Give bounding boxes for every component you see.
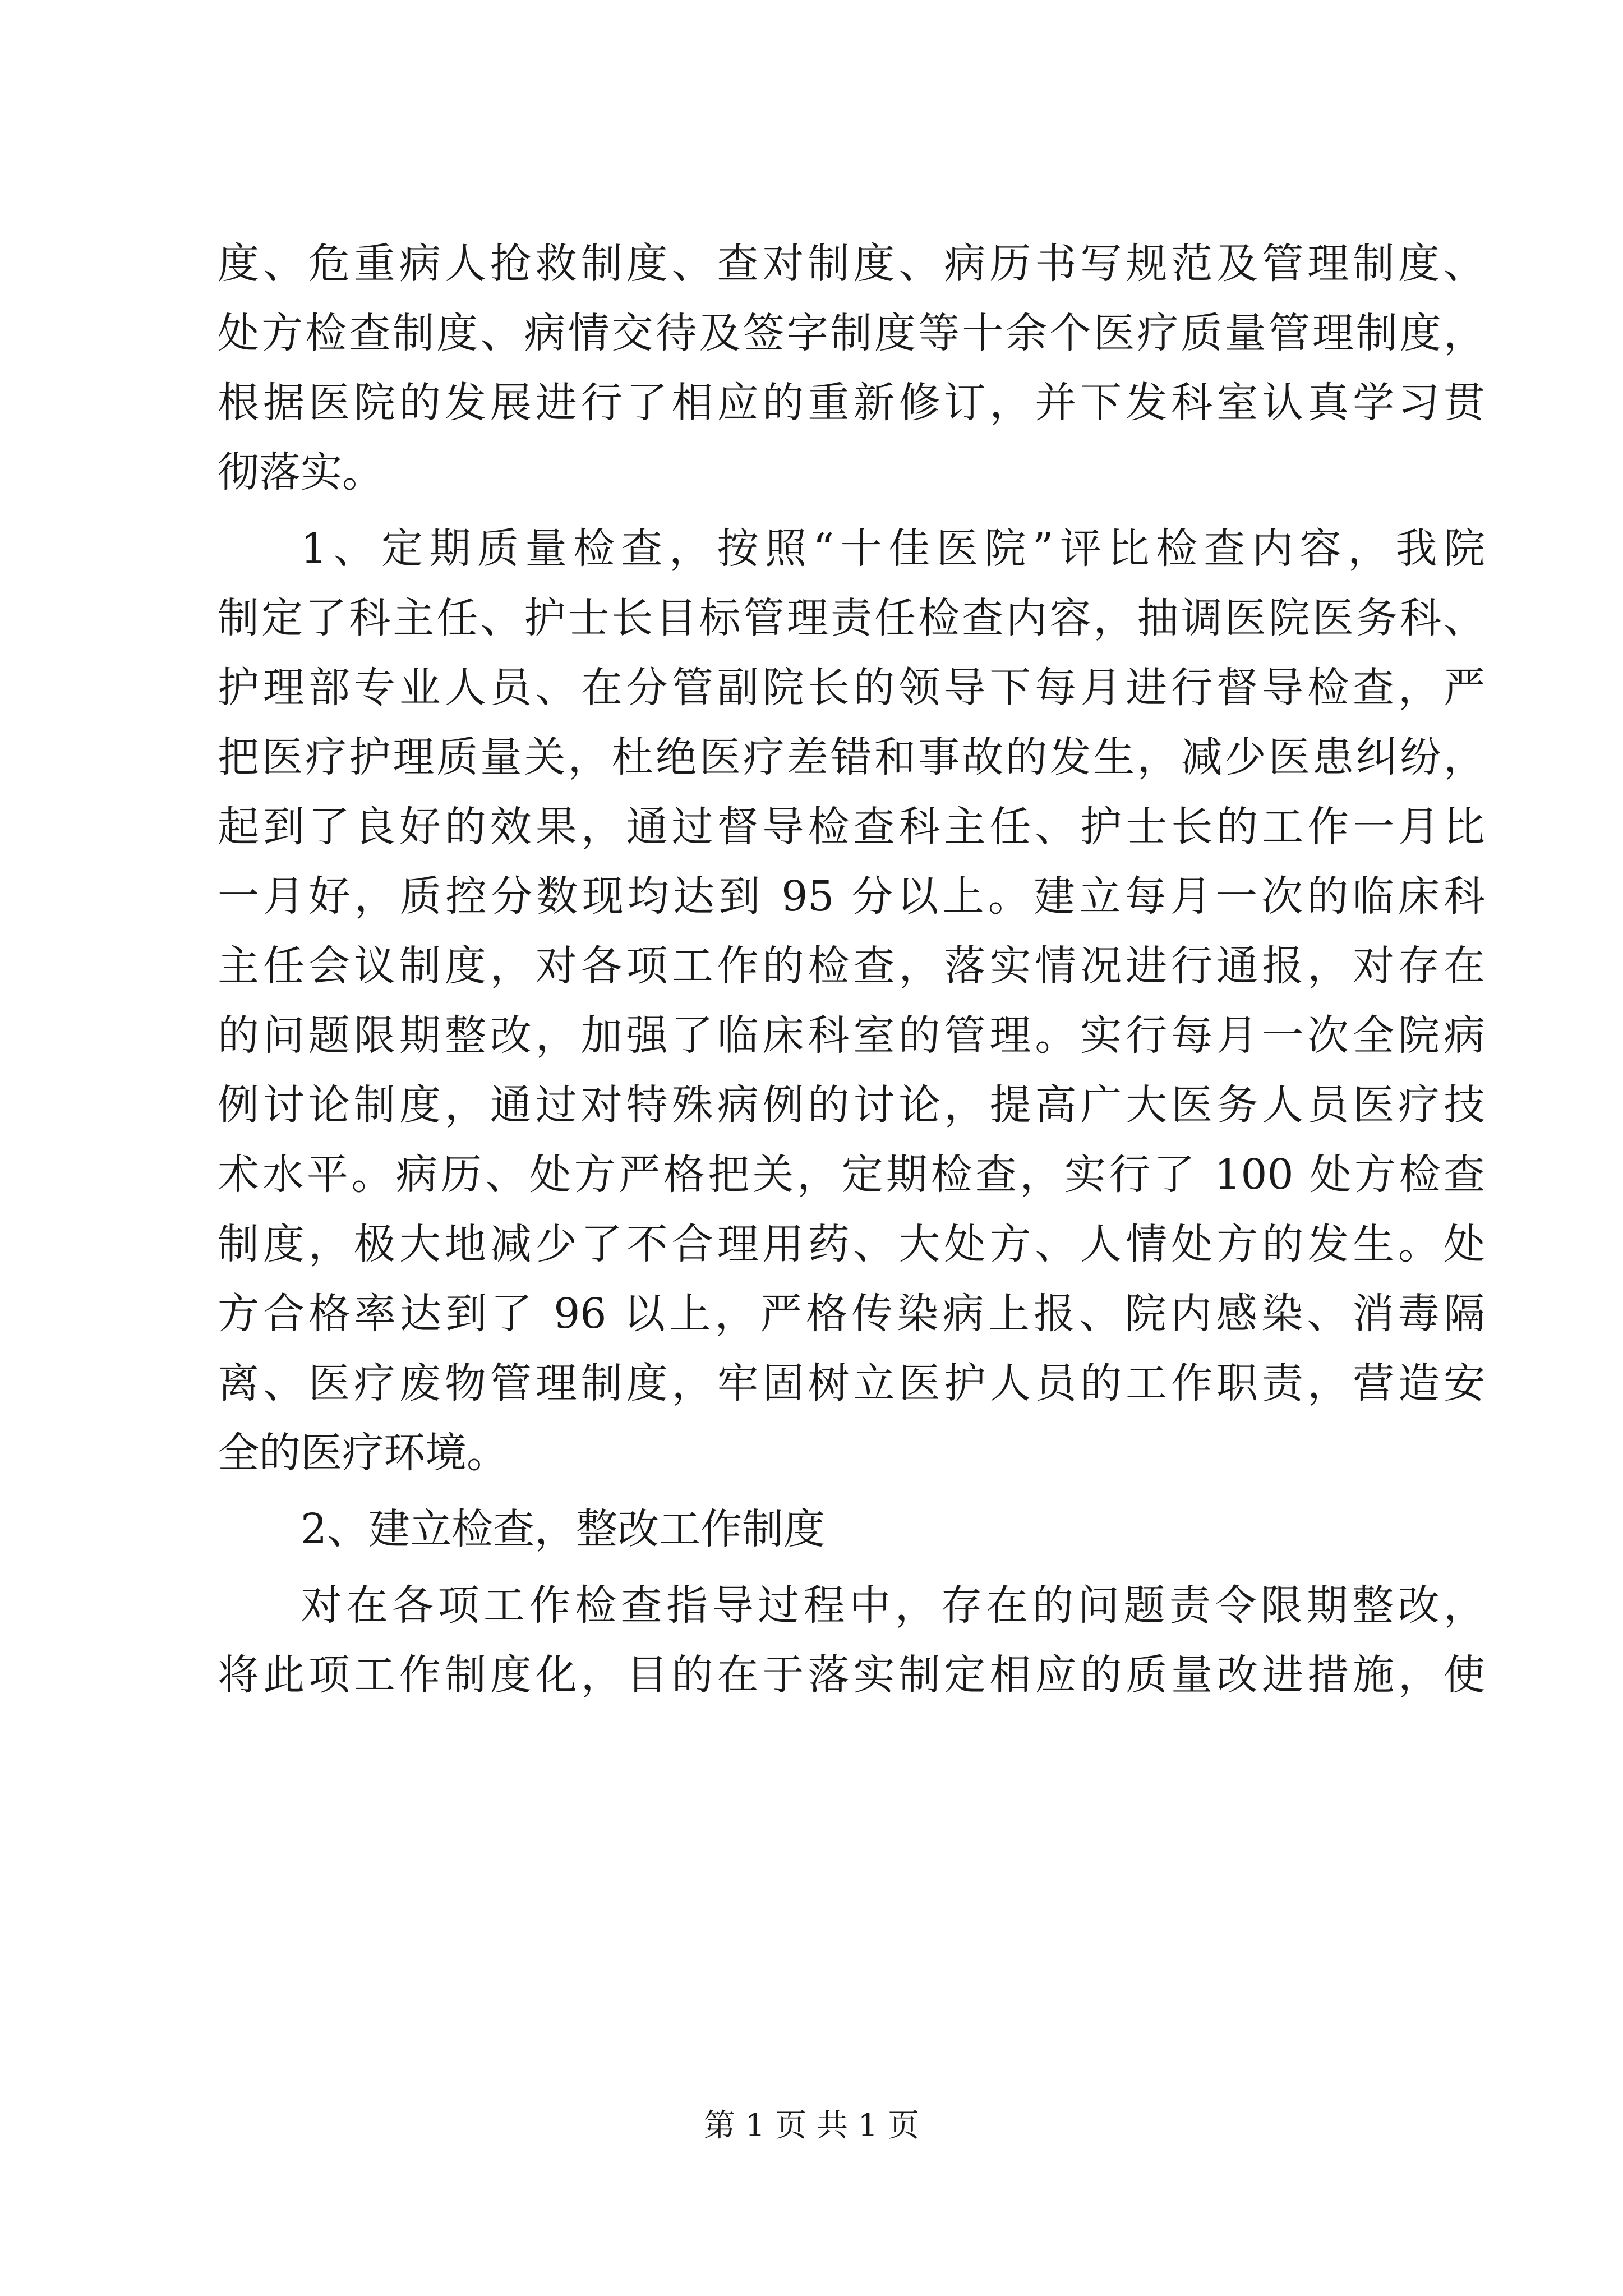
paragraph-1-line-1: 度、危重病人抢救制度、查对制度、病历书写规范及管理制度、 [218, 240, 1485, 288]
paragraph-1-line-2: 处方检查制度、病情交待及签字制度等十余个医疗质量管理制度， [218, 309, 1485, 357]
paragraph-2-line-8: 的问题限期整改，加强了临床科室的管理。实行每月一次全院病 [218, 1011, 1485, 1060]
paragraph-2-line-7: 主任会议制度，对各项工作的检查，落实情况进行通报，对存在 [218, 942, 1485, 990]
paragraph-2-line-5: 起到了良好的效果，通过督导检查科主任、护士长的工作一月比 [218, 803, 1485, 851]
paragraph-2-line-6: 一月好，质控分数现均达到 95 分以上。建立每月一次的临床科 [218, 872, 1485, 921]
paragraph-2-line-1: 1、定期质量检查，按照“十佳医院”评比检查内容，我院 [301, 524, 1485, 573]
paragraph-gap [218, 507, 1485, 514]
paragraph-1-line-3: 根据医院的发展进行了相应的重新修订，并下发科室认真学习贯 [218, 379, 1485, 427]
paragraph-2-line-10: 术水平。病历、处方严格把关，定期检查，实行了 100 处方检查 [218, 1151, 1485, 1199]
page-footer: 第 1 页 共 1 页 [703, 2108, 920, 2144]
paragraph-2-line-12: 方合格率达到了 96 以上，严格传染病上报、院内感染、消毒隔 [218, 1290, 1485, 1338]
paragraph-2-line-2: 制定了科主任、护士长目标管理责任检查内容，抽调医院医务科、 [218, 594, 1485, 642]
paragraph-4-line-1: 对在各项工作检查指导过程中，存在的问题责令限期整改， [301, 1581, 1485, 1630]
paragraph-2-line-14: 全的医疗环境。 [218, 1429, 508, 1477]
paragraph-2-line-3: 护理部专业人员、在分管副院长的领导下每月进行督导检查，严 [218, 664, 1485, 712]
paragraph-1-line-4: 彻落实。 [218, 448, 384, 496]
paragraph-gap [218, 1488, 1485, 1494]
section-heading-2: 2、建立检查，整改工作制度 [301, 1505, 826, 1553]
paragraph-gap [218, 1564, 1485, 1571]
paragraph-2-line-13: 离、医疗废物管理制度，牢固树立医护人员的工作职责，营造安 [218, 1359, 1485, 1407]
paragraph-2-line-4: 把医疗护理质量关，杜绝医疗差错和事故的发生，减少医患纠纷， [218, 733, 1485, 781]
paragraph-2-line-9: 例讨论制度，通过对特殊病例的讨论，提高广大医务人员医疗技 [218, 1081, 1485, 1129]
paragraph-4-line-2: 将此项工作制度化，目的在于落实制定相应的质量改进措施，使 [218, 1651, 1485, 1699]
document-body [218, 229, 1485, 1710]
paragraph-2-line-11: 制度，极大地减少了不合理用药、大处方、人情处方的发生。处 [218, 1220, 1485, 1268]
